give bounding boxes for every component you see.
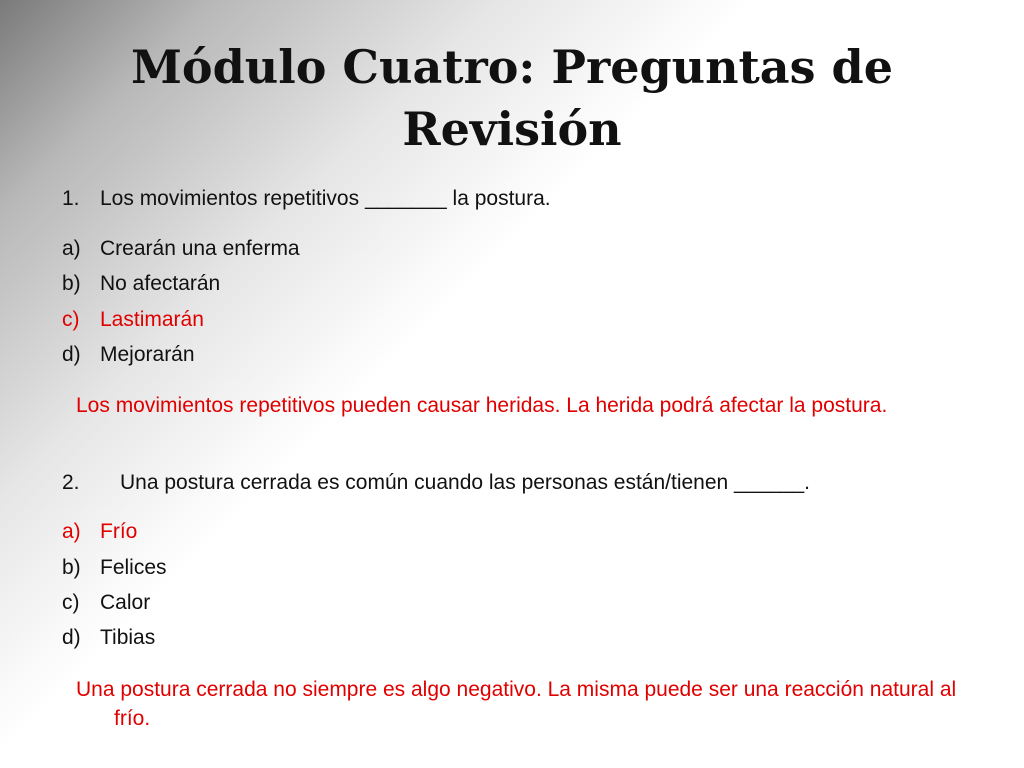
option-text: Tibias xyxy=(100,626,156,649)
option-letter: a) xyxy=(62,520,81,543)
option-letter: c) xyxy=(62,591,80,614)
question-2-explanation: Una postura cerrada no siempre es algo negativo. La misma puede ser una reacción natural al frío. xyxy=(76,678,957,730)
option-letter: b) xyxy=(62,272,81,295)
question-2-option-c xyxy=(62,591,150,615)
question-2-option-d xyxy=(62,626,155,650)
question-2 xyxy=(62,471,810,495)
question-2-text: Una postura cerrada es común cuando las personas están/tienen ______. xyxy=(120,471,810,494)
option-text: Lastimarán xyxy=(100,308,204,331)
option-text: Mejorarán xyxy=(100,343,195,366)
question-1-explanation: Los movimientos repetitivos pueden causar heridas. La herida podrá afectar la postura. xyxy=(76,394,888,417)
option-text: Crearán una enferma xyxy=(100,237,300,260)
option-letter: b) xyxy=(62,556,81,579)
question-1 xyxy=(62,187,551,211)
option-letter: d) xyxy=(62,343,81,366)
question-1-text: Los movimientos repetitivos _______ la postura. xyxy=(100,187,551,210)
question-1-option-c-correct xyxy=(62,308,204,332)
option-letter: a) xyxy=(62,237,81,260)
question-2-option-a-correct xyxy=(62,520,137,544)
question-2-option-b xyxy=(62,556,167,580)
option-text: Calor xyxy=(100,591,151,614)
option-letter: d) xyxy=(62,626,81,649)
question-1-number: 1. xyxy=(62,187,80,210)
question-2-number: 2. xyxy=(62,471,80,494)
slide-title: Módulo Cuatro: Preguntas de Revisión xyxy=(131,40,893,156)
option-text: No afectarán xyxy=(100,272,221,295)
option-text: Frío xyxy=(100,520,138,543)
question-1-option-b xyxy=(62,272,220,296)
question-1-option-d xyxy=(62,343,195,367)
option-letter: c) xyxy=(62,308,80,331)
question-1-option-a xyxy=(62,237,300,261)
option-text: Felices xyxy=(100,556,167,579)
